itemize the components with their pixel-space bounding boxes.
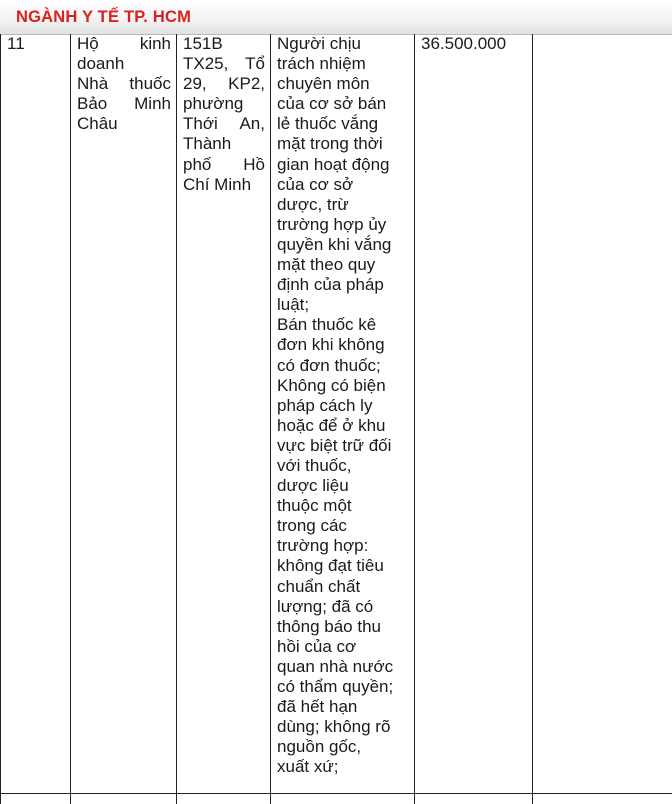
cell-fine-amount bbox=[415, 34, 533, 794]
violation-line: không đạt tiêu bbox=[277, 556, 384, 576]
violation-line: dùng; không rõ bbox=[277, 717, 391, 737]
cell-empty bbox=[271, 794, 415, 804]
violation-line: có đơn thuốc; bbox=[277, 355, 381, 375]
violation-line: dược, trừ bbox=[277, 194, 349, 214]
address-line: TX25, Tổ bbox=[183, 54, 265, 74]
violation-line: Người chịu bbox=[277, 34, 361, 53]
violations-table bbox=[0, 34, 672, 804]
violation-line: lẻ thuốc vắng bbox=[277, 114, 379, 134]
violation-line: của cơ sở bbox=[277, 174, 354, 194]
violation-line: trường hợp ủy bbox=[277, 214, 387, 234]
violation-line: trường hợp: bbox=[277, 536, 369, 556]
violation-line: của cơ sở bán bbox=[277, 94, 387, 114]
violation-line: xuất xứ; bbox=[277, 757, 339, 777]
violation-line: thuộc một bbox=[277, 496, 352, 516]
violation-line: định của pháp bbox=[277, 275, 384, 295]
violation-line: nguồn gốc, bbox=[277, 737, 362, 757]
violation-line: gian hoạt động bbox=[277, 154, 390, 174]
row-number: 11 bbox=[7, 34, 25, 53]
violation-line: mặt theo quy bbox=[277, 255, 376, 275]
address-line: Chí Minh bbox=[183, 174, 252, 194]
cell-address bbox=[177, 34, 271, 794]
violation-line: đơn khi không bbox=[277, 335, 385, 355]
violation-line: chuẩn chất bbox=[277, 576, 361, 596]
name-line: Bảo Minh bbox=[77, 94, 171, 114]
violation-line: có thẩm quyền; bbox=[277, 677, 394, 696]
violation-line: Bán thuốc kê bbox=[277, 315, 377, 335]
violation-line: đã hết hạn bbox=[277, 697, 358, 717]
address-line: phố Hồ bbox=[183, 154, 265, 174]
violation-line: Không có biện bbox=[277, 375, 386, 395]
cell-empty bbox=[71, 794, 177, 804]
violation-line: quyền khi vắng bbox=[277, 234, 392, 254]
cell-empty bbox=[415, 794, 533, 804]
address-line: phường bbox=[183, 94, 244, 114]
cell-empty bbox=[177, 794, 271, 804]
cell-empty bbox=[533, 794, 672, 804]
name-line: Châu bbox=[77, 114, 118, 134]
violation-line: lượng; đã có bbox=[277, 596, 374, 616]
violation-line: hoặc để ở khu bbox=[277, 415, 386, 435]
violation-line: thông báo thu bbox=[277, 616, 381, 636]
violation-line: chuyên môn bbox=[277, 74, 370, 94]
address-line: Thới An, bbox=[183, 114, 265, 134]
address-line: 151B bbox=[183, 34, 223, 53]
cell-business-name bbox=[71, 34, 177, 794]
name-line: Hộ kinh bbox=[77, 34, 171, 53]
table-row bbox=[1, 34, 672, 794]
address-line: Thành bbox=[183, 134, 232, 154]
violation-line: mặt trong thời bbox=[277, 134, 383, 154]
violation-line: với thuốc, bbox=[277, 455, 352, 475]
violation-line: luật; bbox=[277, 295, 310, 315]
name-line: doanh bbox=[77, 54, 125, 74]
violation-line: vực biệt trữ đối bbox=[277, 435, 392, 455]
table-row-next bbox=[1, 794, 672, 804]
header-title: NGÀNH Y TẾ TP. HCM bbox=[16, 8, 192, 26]
cell-empty bbox=[1, 794, 71, 804]
fine-amount: 36.500.000 bbox=[421, 34, 507, 53]
address-line: 29, KP2, bbox=[183, 74, 265, 94]
table-container bbox=[0, 34, 672, 804]
violation-line: pháp cách ly bbox=[277, 395, 373, 415]
cell-violation bbox=[271, 34, 415, 794]
violation-line: quan nhà nước bbox=[277, 656, 394, 676]
violation-line: dược liệu bbox=[277, 476, 349, 496]
violation-line: trong các bbox=[277, 516, 347, 536]
header-bar bbox=[0, 0, 672, 35]
violation-line: trách nhiệm bbox=[277, 54, 366, 74]
cell-extra bbox=[533, 34, 672, 794]
cell-stt bbox=[1, 34, 71, 794]
violation-line: hồi của cơ bbox=[277, 636, 357, 656]
name-line: Nhà thuốc bbox=[77, 74, 171, 94]
